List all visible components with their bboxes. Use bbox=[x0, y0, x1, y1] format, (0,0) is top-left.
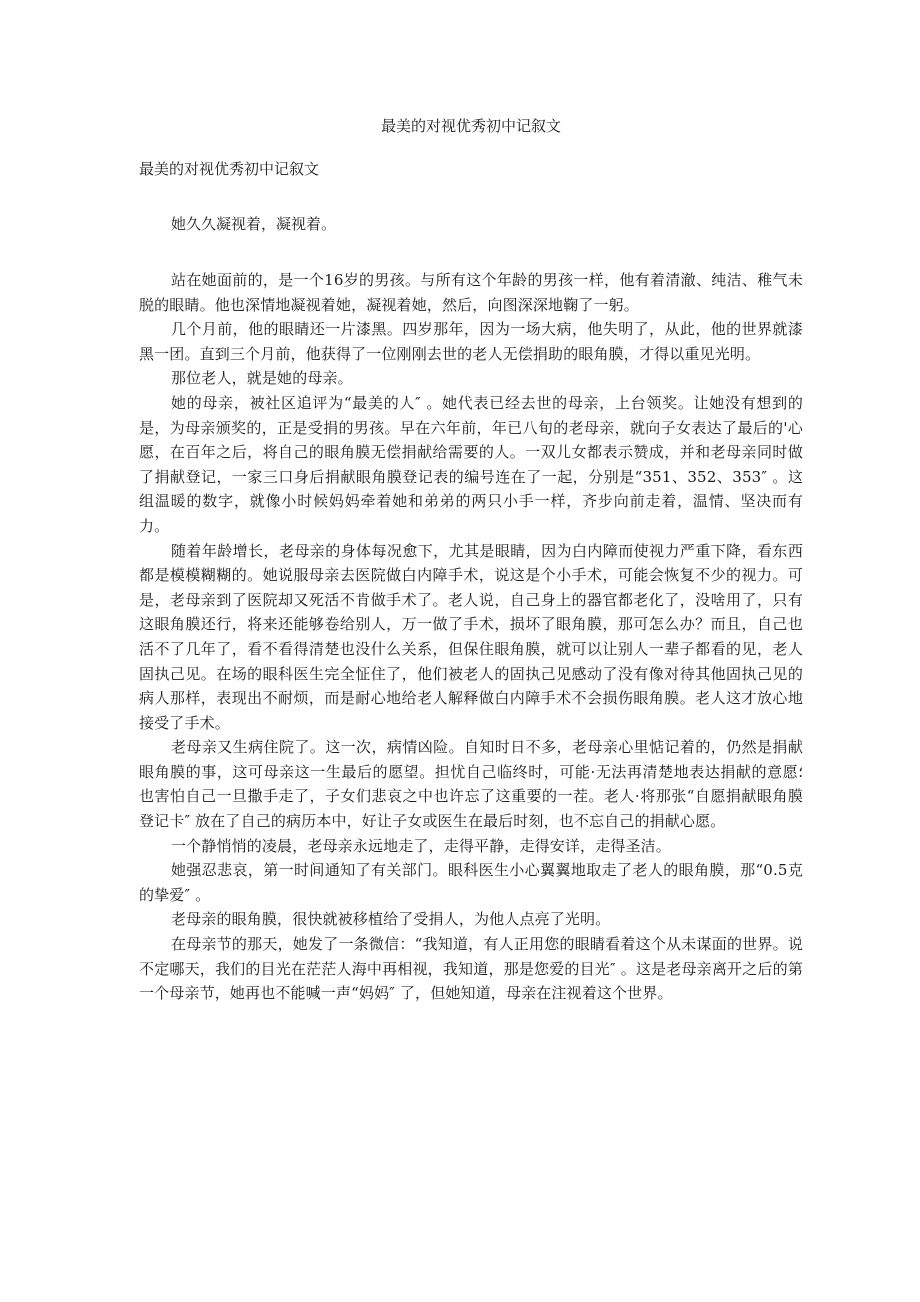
paragraph: 她强忍悲哀，第一时间通知了有关部门。眼科医生小心翼翼地取走了老人的眼角膜，那“0.5克的挚爱″ 。 bbox=[139, 861, 803, 904]
document-subtitle: 最美的对视优秀初中记叙文 bbox=[139, 160, 320, 178]
opening-paragraph: 她久久凝视着，凝视着。 bbox=[171, 215, 337, 233]
paragraph: 老母亲又生病住院了。这一次，病情凶险。自知时日不多，老母亲心里惦记着的，仍然是捐献眼角膜的事，这可母亲这一生最后的愿望。担忧自己临终时，可能·无法再清楚地表达捐献的意愿؛ 也害怕自己一旦撒手走了，子女们悲哀之中也许忘了这重要的一茬。老人·将那张“自愿捐献眼角膜登记卡″ 放在了自己的病历本中，好让子女或医生在最后时刻，也不忘自己的捐献心愿。 bbox=[139, 738, 803, 831]
paragraph: 老母亲的眼角膜，很快就被移植给了受捐人，为他人点亮了光明。 bbox=[171, 910, 611, 929]
paragraph: 那位老人，就是她的母亲。 bbox=[171, 369, 353, 388]
paragraph: 随着年龄增长，老母亲的身体每况愈下，尤其是眼睛，因为白内障而使视力严重下降，看东西都是模模糊糊的。她说服母亲去医院做白内障手术，说这是个小手术，可能会恢复不少的视力。可是，老母亲到了医院却又死活不肯做手术了。老人说，自己身上的器官都老化了，没啥用了，只有这眼角膜还行，将来还能够卷给别人，万一做了手术，损坏了眼角膜，那可怎么办？而且，自己也活不了几年了，看不看得清楚也没什么关系，但保住眼角膜，就可以让别人一辈子都看的见，老人固执己见。在场的眼科医生完全怔住了，他们被老人的固执己见感动了没有像对待其他固执己见的病人那样，表现出不耐烦，而是耐心地给老人解释做白内障手术不会损伤眼角膜。老人这才放心地接受了手术。 bbox=[139, 541, 803, 732]
paragraph: 她的母亲，被社区追评为“最美的人″ 。她代表已经去世的母亲，上台领奖。让她没有想到的是，为母亲颁奖的，正是受捐的男孩。早在六年前，年已八旬的老母亲，就向子女表达了最后的'心愿，在百年之后，将自己的眼角膜无偿捐献给需要的人。一双儿女都表示赞成，并和老母亲同时做了捐献登记，一家三口身后捐献眼角膜登记表的编号连在了一起，分别是“351、352、353″ 。这组温暖的数字，就像小时候妈妈牵着她和弟弟的两只小手一样，齐步向前走着，温情、坚决而有力。 bbox=[139, 393, 803, 535]
paragraph: 一个静悄悄的凌晨，老母亲永远地走了，走得平静，走得安详，走得圣洁。 bbox=[171, 836, 671, 855]
document-title: 最美的对视优秀初中记叙文 bbox=[380, 117, 561, 135]
paragraph: 站在她面前的，是一个16岁的男孩。与所有这个年龄的男孩一样，他有着清澈、纯洁、稚气未脱的眼睛。他也深情地凝视着她，凝视着她，然后，向图深深地鞠了一躬。 bbox=[139, 271, 803, 314]
paragraph: 在母亲节的那天，她发了一条微信：“我知道，有人正用您的眼睛看着这个从未谋面的世界。说不定哪天，我们的目光在茫茫人海中再相视，我知道，那是您爱的目光″ 。这是老母亲离开之后的第一个母亲节，她再也不能喊一声“妈妈″ 了，但她知道，母亲在注视着这个世界。 bbox=[139, 935, 803, 1003]
paragraph: 几个月前，他的眼睛还一片漆黑。四岁那年，因为一场大病，他失明了，从此，他的世界就漆黑一团。直到三个月前，他获得了一位刚刚去世的老人无偿捐助的眼角膜，才得以重见光明。 bbox=[139, 320, 803, 363]
article-body bbox=[139, 268, 803, 1006]
